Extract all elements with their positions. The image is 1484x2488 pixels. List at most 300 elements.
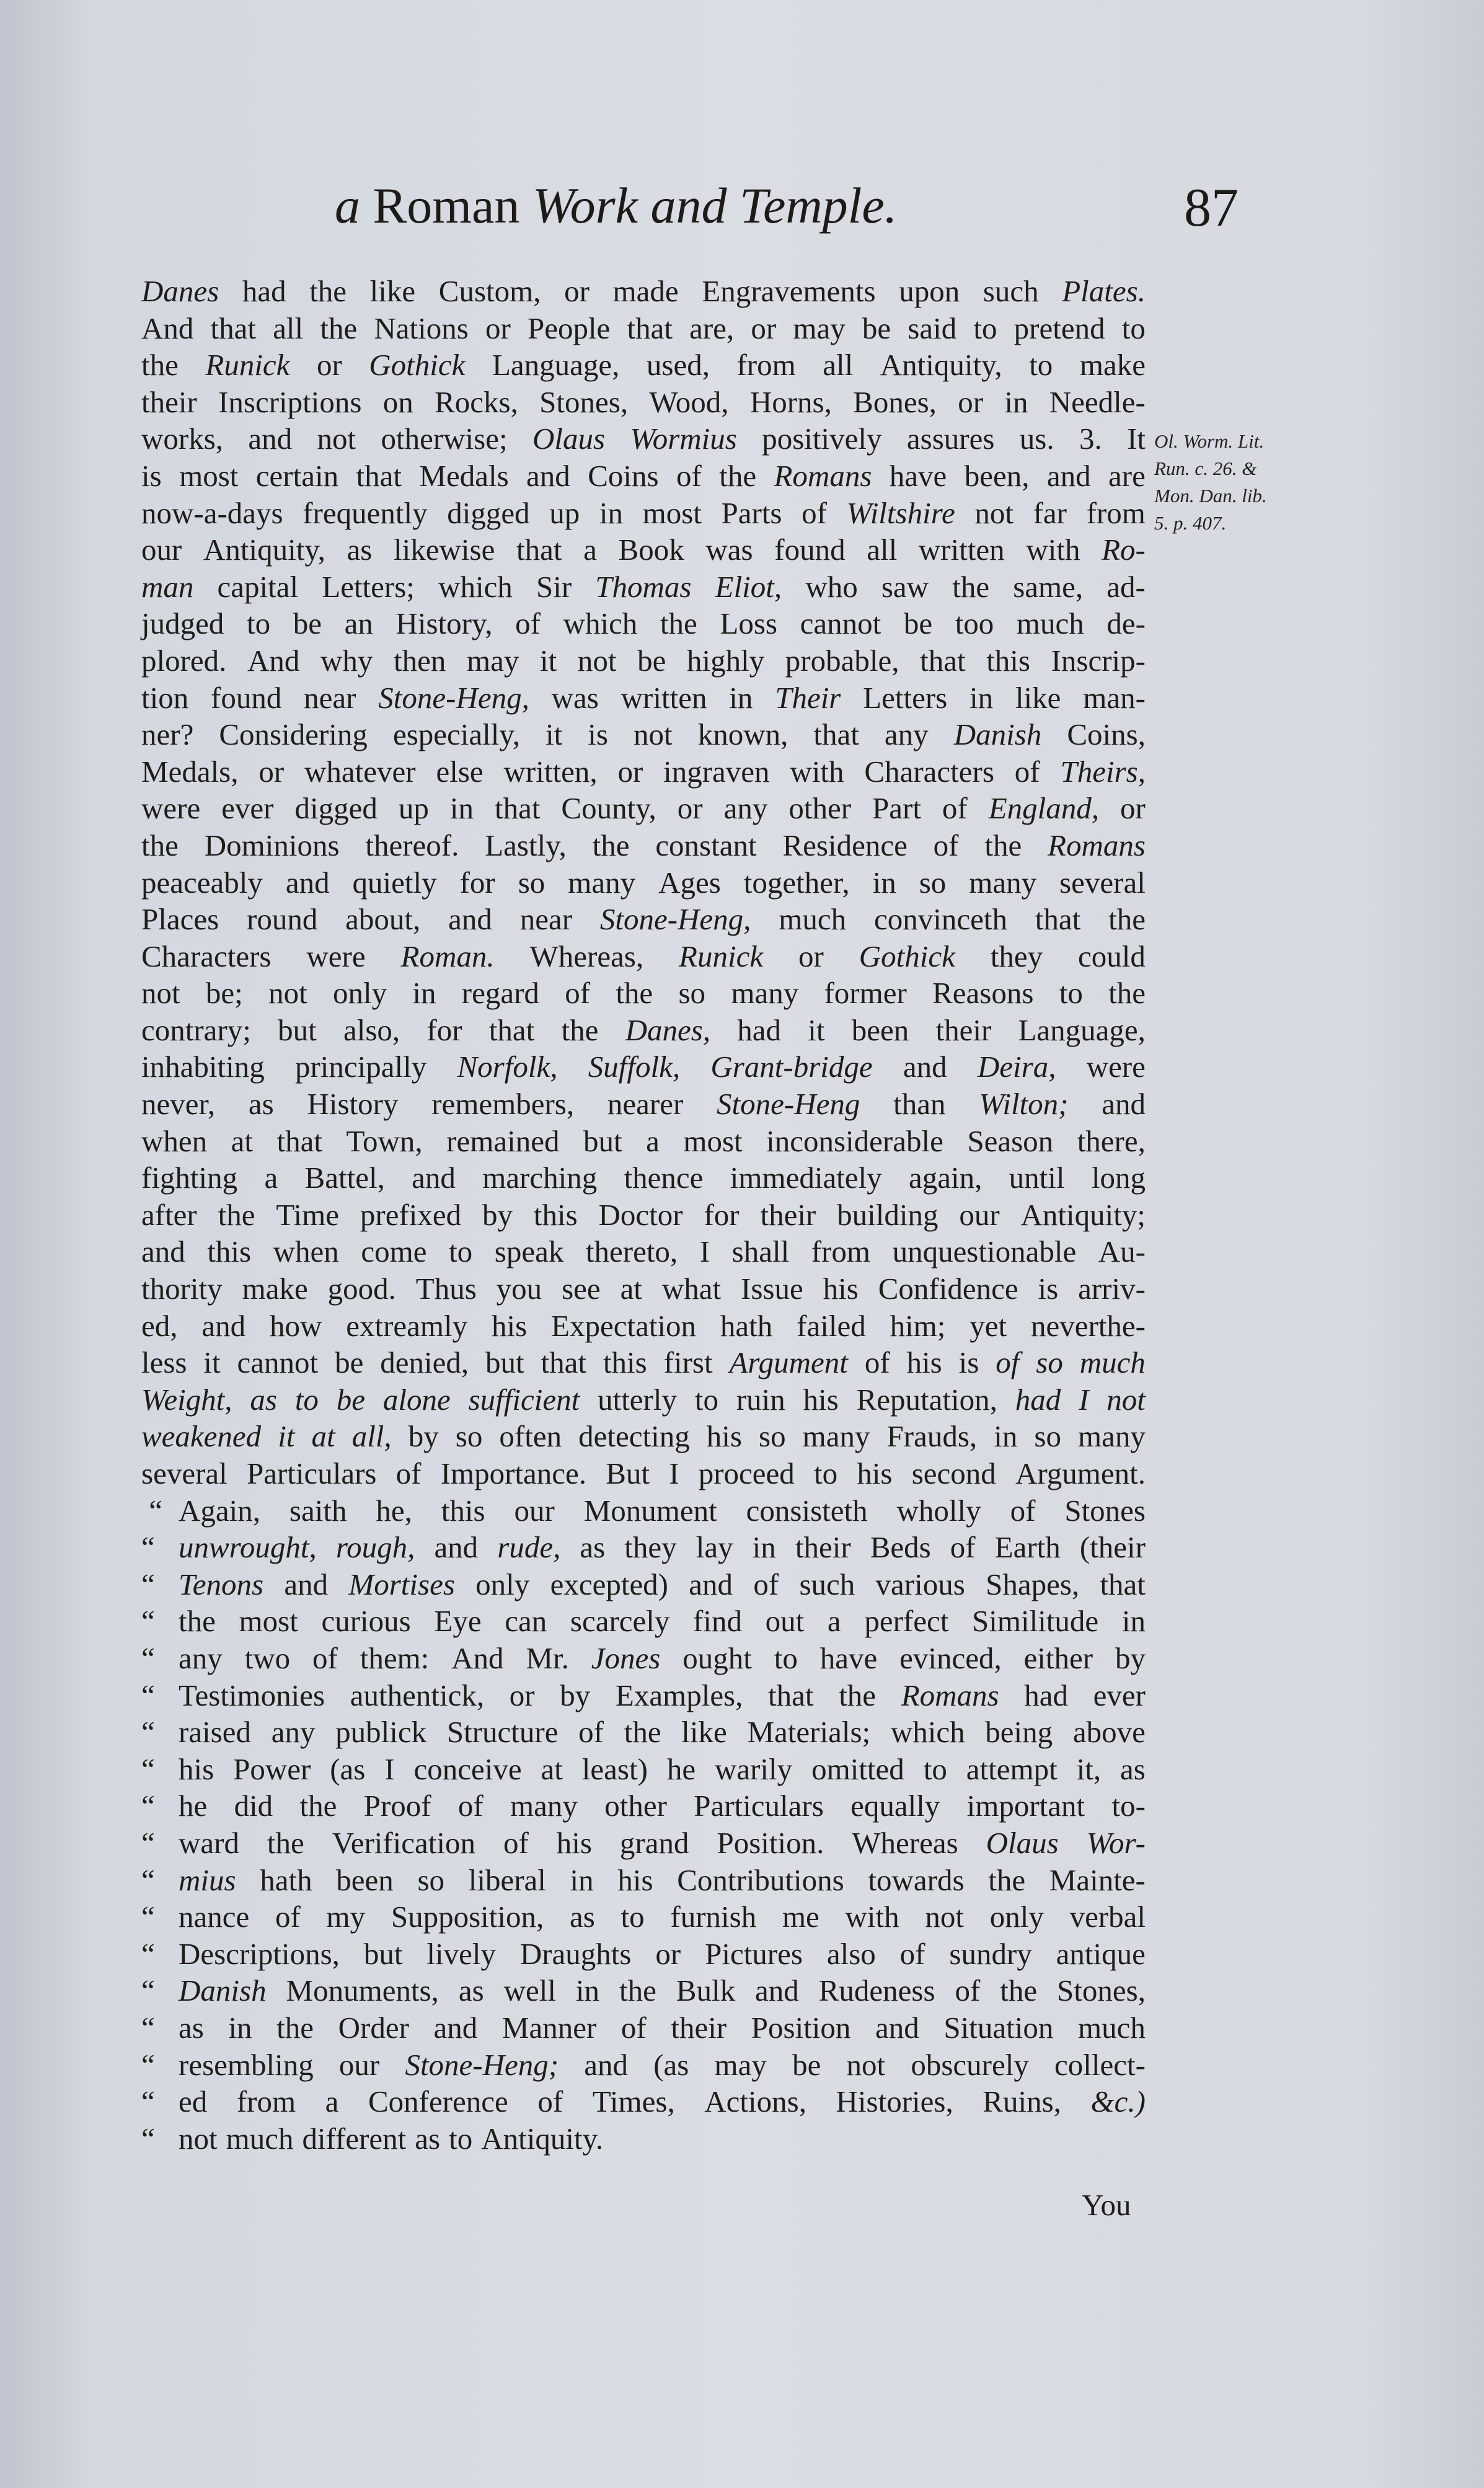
word: Stones, — [1057, 1973, 1146, 2008]
word: have — [819, 1640, 878, 1675]
quote-mark: “ — [141, 1530, 155, 1565]
word: inhabiting — [141, 1050, 265, 1084]
word: written — [621, 680, 707, 715]
word: Residence — [782, 828, 908, 862]
body-text — [141, 273, 1146, 2157]
word: too — [955, 606, 994, 641]
word: never, — [141, 1087, 216, 1122]
word: hath — [260, 1862, 312, 1897]
quote-line — [141, 1640, 1146, 1677]
word: works, — [141, 422, 224, 456]
word: to — [449, 1234, 473, 1269]
quote-text — [179, 1492, 1146, 1530]
word: and — [201, 1308, 246, 1343]
word: utterly — [598, 1382, 677, 1417]
word: all — [273, 311, 304, 345]
word: highly — [686, 643, 765, 678]
word: Mortises — [348, 1567, 455, 1601]
word: consisteth — [746, 1493, 868, 1528]
word: contrary; — [141, 1012, 251, 1047]
word: could — [1078, 939, 1146, 973]
word: as — [179, 2010, 204, 2045]
word: Stone-Heng; — [405, 2047, 559, 2082]
word: his — [617, 1862, 653, 1897]
word: up — [398, 791, 429, 826]
word: that — [210, 311, 257, 345]
word: our — [514, 1493, 555, 1528]
word: Examples, — [615, 1678, 743, 1712]
word: Structure — [446, 1715, 559, 1750]
body-line — [141, 864, 1146, 901]
word: Romans — [774, 458, 872, 493]
word: authentick, — [350, 1678, 485, 1712]
word: his — [179, 1751, 214, 1786]
word: his — [857, 1456, 893, 1490]
word: several — [1059, 865, 1146, 900]
running-head — [0, 177, 1484, 245]
word: or — [958, 384, 984, 419]
word: their — [671, 2010, 727, 2045]
word: most — [179, 458, 239, 493]
word: Antiquity; — [1020, 1197, 1146, 1232]
word: Book — [618, 533, 684, 567]
word: being — [985, 1715, 1053, 1750]
quote-mark: “ — [141, 1567, 155, 1601]
word: all — [823, 348, 854, 383]
word: of — [933, 828, 959, 862]
word: made — [612, 274, 679, 308]
word: various — [875, 1567, 965, 1601]
word: Expectation — [551, 1308, 697, 1343]
word: most — [642, 495, 702, 530]
word: Monuments, — [286, 1973, 439, 2008]
word: Characters — [141, 939, 272, 973]
word: otherwise; — [381, 422, 508, 456]
word: Verification — [332, 1825, 476, 1860]
word: it — [808, 1012, 825, 1047]
body-line — [141, 273, 1146, 310]
word: there, — [1077, 1123, 1146, 1158]
body-line — [141, 938, 1146, 975]
word: ed, — [141, 1308, 178, 1343]
word: in — [599, 495, 623, 530]
word: marching — [482, 1161, 598, 1195]
word: is — [958, 1345, 979, 1380]
word: thereof. — [365, 828, 459, 862]
word: his — [556, 1825, 592, 1860]
body-line — [141, 716, 1146, 753]
quote-mark: “ — [141, 1715, 155, 1750]
word: failed — [797, 1308, 866, 1343]
body-line — [141, 605, 1146, 642]
word: People — [527, 311, 611, 345]
word: be; — [205, 976, 243, 1011]
word: Runick — [205, 348, 290, 383]
word: two — [244, 1640, 291, 1675]
word: so — [1036, 1345, 1063, 1380]
word: inconsiderable — [766, 1123, 943, 1158]
word: did — [234, 1789, 273, 1823]
word: Reasons — [932, 976, 1034, 1011]
word: been — [851, 1012, 909, 1047]
word: he — [666, 1751, 696, 1786]
word: from — [736, 348, 796, 383]
word: about, — [345, 902, 421, 937]
word: you — [496, 1272, 542, 1306]
word: they — [990, 939, 1043, 973]
word: Actions, — [704, 2084, 806, 2119]
quote-text — [179, 1640, 1146, 1677]
word: the — [592, 828, 630, 862]
word: any — [271, 1715, 316, 1750]
word: only — [475, 1567, 530, 1601]
word: Loss — [720, 606, 777, 641]
word: the — [616, 976, 653, 1011]
word: Parts — [721, 495, 782, 530]
word: several — [141, 1456, 227, 1490]
quote-line — [141, 1862, 1146, 1899]
word: extreamly — [346, 1308, 468, 1343]
word: Thus — [415, 1272, 477, 1306]
word: Whereas — [852, 1825, 958, 1860]
word: of — [753, 1567, 779, 1601]
word: for — [459, 865, 495, 900]
word: the — [660, 606, 697, 641]
word: Similitude — [971, 1604, 1099, 1639]
word: their — [795, 1530, 851, 1565]
word: any — [723, 791, 768, 826]
word: Needle- — [1049, 384, 1146, 419]
word: Wiltshire — [846, 495, 955, 530]
word: detecting — [578, 1419, 690, 1454]
word: which — [563, 606, 638, 641]
word: that — [813, 717, 859, 752]
word: equally — [850, 1789, 940, 1823]
word: ought — [682, 1640, 752, 1675]
word: such — [983, 274, 1039, 308]
quote-text — [179, 2009, 1146, 2047]
word: (as — [330, 1751, 366, 1786]
word: digged — [294, 791, 378, 826]
word: be — [293, 606, 322, 641]
word: in — [570, 1862, 594, 1897]
word: from — [1086, 495, 1146, 530]
word: unquestionable — [892, 1234, 1077, 1269]
word: Confidence — [878, 1272, 1018, 1306]
word: ingraven — [663, 754, 770, 789]
word: Part — [872, 791, 921, 826]
word: to — [621, 1900, 645, 1934]
word: Grant-bridge — [710, 1050, 873, 1084]
word: much — [1077, 2010, 1146, 2045]
word: Proof — [363, 1789, 431, 1823]
quote-mark: “ — [141, 1900, 155, 1934]
word: so — [518, 865, 545, 900]
word: a — [583, 533, 597, 567]
word: other — [788, 791, 852, 826]
word: together, — [743, 865, 850, 900]
quote-mark: “ — [141, 1678, 155, 1712]
word: had — [737, 1012, 782, 1047]
word: of — [565, 976, 591, 1011]
word: it, — [1076, 1751, 1102, 1786]
word: of — [950, 1530, 976, 1565]
word: scarcely — [570, 1604, 670, 1639]
word: on — [382, 384, 413, 419]
word: Stone-Heng, — [378, 680, 529, 715]
word: be — [792, 2047, 821, 2082]
word: and — [875, 2010, 919, 2045]
word: Reputation, — [856, 1382, 997, 1417]
running-head-title-roman: Roman — [373, 177, 520, 234]
word: ever — [221, 791, 274, 826]
word: of — [996, 1345, 1020, 1380]
word: different — [302, 2121, 407, 2156]
word: us. — [1019, 422, 1054, 456]
word: in — [575, 1973, 600, 2008]
word: same, — [1013, 569, 1084, 604]
body-line — [141, 790, 1146, 827]
body-line — [141, 1308, 1146, 1345]
word: of — [676, 458, 702, 493]
quote-line — [141, 1492, 1146, 1530]
word: or — [485, 311, 511, 345]
word: may — [467, 643, 519, 678]
word: Situation — [943, 2010, 1054, 2045]
word: verbal — [1069, 1900, 1146, 1934]
word: furnish — [670, 1900, 757, 1934]
word: of — [578, 1715, 604, 1750]
word: many — [1078, 1419, 1146, 1454]
word: Monument — [583, 1493, 717, 1528]
body-line — [141, 642, 1146, 680]
word: with — [1026, 533, 1080, 567]
word: they — [624, 1530, 677, 1565]
word: saw — [881, 569, 929, 604]
word: weakened — [141, 1419, 262, 1454]
word: ner? — [141, 717, 194, 752]
word: Antiquity. — [481, 2121, 604, 2156]
word: is — [588, 717, 608, 752]
page-number: 87 — [1184, 178, 1239, 238]
word: liberal — [468, 1862, 546, 1897]
word: this — [986, 643, 1030, 678]
word: in — [228, 2010, 252, 2045]
word: had — [1024, 1678, 1069, 1712]
word: and — [526, 458, 570, 493]
word: but — [278, 1012, 317, 1047]
margin-note-line: Mon. Dan. lib. — [1154, 485, 1267, 507]
word: Plates. — [1062, 274, 1146, 308]
word: a — [646, 1123, 660, 1158]
quote-text — [179, 1825, 1146, 1862]
word: Engravements — [702, 274, 876, 308]
word: (as — [653, 2047, 689, 2082]
word: the — [952, 569, 990, 604]
word: Weight, — [141, 1382, 232, 1417]
word: a — [827, 1604, 841, 1639]
word: Manner — [501, 2010, 597, 2045]
word: the — [988, 1862, 1026, 1897]
word: Suffolk, — [588, 1050, 681, 1084]
word: immediately — [730, 1161, 882, 1195]
word: well — [503, 1973, 556, 2008]
word: all — [867, 533, 898, 567]
word: Power — [233, 1751, 311, 1786]
word: unwrought, — [179, 1530, 317, 1565]
word: much — [1016, 606, 1084, 641]
word: our — [338, 2047, 380, 2082]
word: of — [1014, 754, 1040, 789]
quote-text — [179, 1677, 1146, 1714]
word: by — [560, 1678, 591, 1712]
word: Danes — [141, 274, 219, 308]
quote-mark: “ — [141, 2121, 155, 2156]
word: obscurely — [911, 2047, 1029, 2082]
word: with — [845, 1900, 899, 1934]
word: at — [620, 1272, 642, 1306]
word: capital — [217, 569, 299, 604]
word: Romans — [901, 1678, 999, 1712]
word: and — [434, 1530, 479, 1565]
word: Pictures — [705, 1936, 803, 1971]
word: not — [317, 422, 356, 456]
word: plored. — [141, 643, 227, 678]
word: it — [545, 717, 563, 752]
word: be — [862, 311, 891, 345]
word: was — [705, 533, 753, 567]
word: me — [782, 1900, 819, 1934]
word: likewise — [394, 533, 495, 567]
word: but — [583, 1123, 622, 1158]
margin-note — [1154, 428, 1278, 537]
word: quietly — [352, 865, 437, 900]
word: Danes, — [625, 1012, 711, 1047]
word: their — [760, 1197, 816, 1232]
word: thority — [141, 1272, 223, 1306]
body-line — [141, 1086, 1146, 1123]
word: Rocks, — [435, 384, 518, 419]
body-line — [141, 901, 1146, 938]
word: lay — [696, 1530, 733, 1565]
quote-text — [179, 1862, 1146, 1899]
word: up — [549, 495, 580, 530]
word: round — [247, 902, 318, 937]
quote-line — [141, 1714, 1146, 1751]
word: Eye — [434, 1604, 482, 1639]
word: many — [969, 865, 1037, 900]
body-line — [141, 1159, 1146, 1197]
word: Runick — [679, 939, 764, 973]
word: I — [669, 1456, 679, 1490]
word: his — [803, 1382, 839, 1417]
word: towards — [868, 1862, 965, 1897]
quote-line — [141, 2047, 1146, 2084]
word: that — [1035, 902, 1081, 937]
word: the — [624, 1715, 661, 1750]
word: be — [336, 1382, 366, 1417]
word: in — [969, 680, 994, 715]
word: Custom, — [438, 274, 541, 308]
word: and — [141, 1234, 185, 1269]
word: by — [482, 1197, 513, 1232]
word: be — [335, 1345, 364, 1380]
word: is — [141, 458, 162, 493]
word: not — [634, 717, 673, 752]
quote-mark: “ — [141, 1640, 155, 1675]
word: or — [798, 939, 824, 973]
word: in — [994, 1419, 1018, 1454]
word: or — [258, 754, 285, 789]
quote-text — [179, 1603, 1146, 1640]
word: most — [683, 1123, 743, 1158]
quote-text — [179, 1566, 1146, 1603]
word: of — [503, 1825, 529, 1860]
word: Considering — [219, 717, 368, 752]
word: of — [621, 2010, 647, 2045]
word: are — [1108, 458, 1146, 493]
word: my — [326, 1900, 366, 1934]
word: of — [899, 1936, 925, 1971]
word: Places — [141, 902, 219, 937]
word: known, — [697, 717, 788, 752]
word: that — [627, 311, 673, 345]
word: nance — [179, 1900, 250, 1934]
word: so — [919, 865, 947, 900]
word: shall — [731, 1234, 790, 1269]
word: to — [694, 1382, 718, 1417]
quote-text — [179, 1529, 1146, 1566]
word: but — [363, 1936, 403, 1971]
word: it — [540, 643, 557, 678]
word: also, — [343, 1012, 400, 1047]
word: or — [316, 348, 342, 383]
word: as — [1120, 1751, 1146, 1786]
word: who — [805, 569, 858, 604]
word: to — [1059, 976, 1083, 1011]
word: Their — [775, 680, 841, 715]
word: of — [537, 2084, 563, 2119]
word: been — [336, 1862, 394, 1897]
word: hath — [720, 1308, 773, 1343]
quote-mark: “ — [141, 1789, 155, 1823]
word: Characters — [864, 754, 994, 789]
word: which — [890, 1715, 965, 1750]
word: peaceably — [141, 865, 263, 900]
word: been, — [964, 458, 1030, 493]
word: It — [1127, 422, 1146, 456]
word: remained — [446, 1123, 560, 1158]
word: ad- — [1106, 569, 1146, 604]
word: fighting — [141, 1161, 238, 1195]
word: as — [248, 1087, 274, 1122]
word: found — [774, 533, 846, 567]
body-line — [141, 569, 1146, 606]
word: Wormius — [630, 422, 737, 456]
word: so — [759, 1419, 786, 1454]
word: thence — [624, 1161, 704, 1195]
word: excepted) — [550, 1567, 669, 1601]
word: like — [1015, 680, 1061, 715]
margin-note-line: Ol. Worm. Lit. — [1154, 430, 1265, 452]
word: make — [242, 1272, 308, 1306]
word: Language, — [1018, 1012, 1146, 1047]
word: man — [141, 569, 194, 604]
word: near — [304, 680, 356, 715]
word: that — [516, 533, 562, 567]
word: cannot — [237, 1345, 319, 1380]
word: why — [320, 643, 373, 678]
